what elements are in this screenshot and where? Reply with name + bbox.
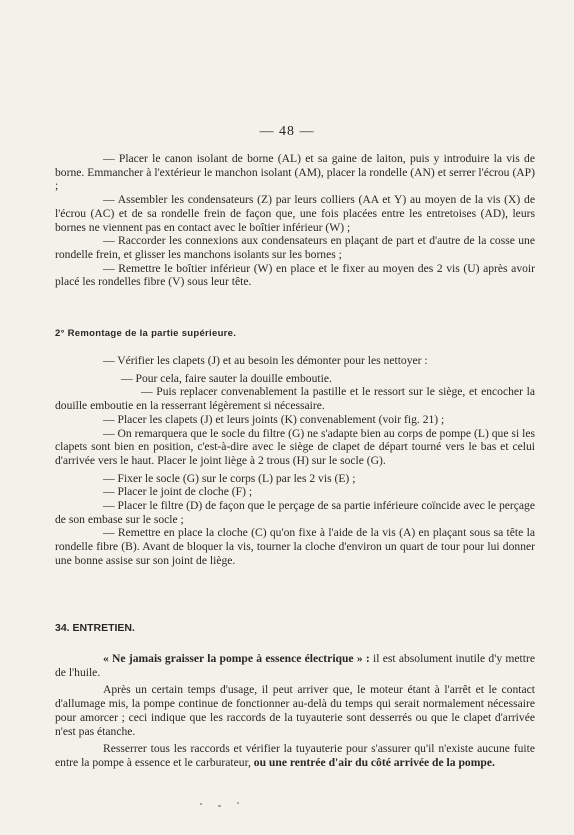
paragraph: — Placer les clapets (J) et leurs joints (K) convenablement (voir fig. 21) ; <box>103 412 445 426</box>
scan-speck <box>200 803 202 805</box>
section-2-heading: 2° Remontage de la partie supérieure. <box>55 328 237 339</box>
bold-text: ou une rentrée d'air du côté arrivée de la pompe. <box>250 755 495 769</box>
paragraph: — Placer le canon isolant de borne (AL) et sa gaine de laiton, puis y introduire la vis de borne. Emmancher à l'extérieur le manchon isolant (AM), placer la rondelle (AN) et serrer l'écrou (AP) ; <box>55 152 535 193</box>
paragraph: — Remettre en place la cloche (C) qu'on fixe à l'aide de la vis (A) en plaçant sous sa tête la rondelle fibre (B). Avant de bloquer la vis, tourner la cloche d'environ un quart de tour pour lui donner une bonne assise sur son joint de liège. <box>55 526 535 567</box>
paragraph-text: il est absolument inutile d'y mettre de l'huile. <box>55 652 535 679</box>
paragraph <box>55 652 535 679</box>
paragraph: Après un certain temps d'usage, il peut arriver que, le moteur étant à l'arrêt et le contact d'allumage mis, la pompe continue de fonctionner au-delà du temps qui serait normalement nécessaire pour amorcer ; ceci indique que les raccords de la tuyauterie sont desserrés ou que le clapet d'arrivée n'est pas étanche. <box>55 683 535 738</box>
scan-speck <box>237 802 239 804</box>
paragraph: — Pour cela, faire sauter la douille emboutie. <box>121 371 332 385</box>
paragraph: — On remarquera que le socle du filtre (G) ne s'adapte bien au corps de pompe (L) que si les clapets sont bien en position, c'est-à-dire avec le siège de clapet de départ tourné vers le bas et celui d'arrivée vers le haut. Placer le joint liège à 2 trous (H) sur le socle (G). <box>55 426 535 467</box>
bold-warning: « Ne jamais graisser la pompe à essence électrique » : <box>103 652 370 665</box>
section-3-body <box>55 652 535 770</box>
paragraph: — Puis replacer convenablement la pastille et le ressort sur le siège, et encocher la douille emboutie en la resserrant légèrement si nécessaire. <box>55 385 535 413</box>
paragraph: — Raccorder les connexions aux condensateurs en plaçant de part et d'autre de la cosse une rondelle frein, et glisser les manchons isolants sur les bornes ; <box>55 234 535 261</box>
paragraph: — Placer le joint de cloche (F) ; <box>103 485 253 499</box>
section-1-body <box>55 152 535 289</box>
paragraph-text: Resserrer tous les raccords et vérifier la tuyauterie pour s'assurer qu'il n'existe aucune fuite entre la pompe à essence et le carburateur, <box>55 742 535 769</box>
scan-speck <box>218 805 221 807</box>
paragraph: — Placer le filtre (D) de façon que le perçage de sa partie inférieure coïncide avec le perçage de son embase sur le socle ; <box>55 499 535 526</box>
paragraph <box>55 742 535 769</box>
paragraph: — Vérifier les clapets (J) et au besoin les démonter pour les nettoyer : <box>103 354 428 367</box>
page-number: — 48 — <box>259 124 315 139</box>
paragraph: — Remettre le boîtier inférieur (W) en place et le fixer au moyen des 2 vis (U) après avoir placé les rondelles fibre (V) sous leur tête. <box>55 261 535 289</box>
paragraph: — Assembler les condensateurs (Z) par leurs colliers (AA et Y) au moyen de la vis (X) de l'écrou (AC) et de sa rondelle frein de façon que, une fois placées entre les entretoises (AD), leurs bornes ne viennent pas en contact avec le boîtier inférieur (W) ; <box>55 193 535 234</box>
section-3-heading: 34. ENTRETIEN. <box>55 622 135 634</box>
section-2-body <box>55 354 535 568</box>
paragraph: — Fixer le socle (G) sur le corps (L) par les 2 vis (E) ; <box>103 471 356 485</box>
